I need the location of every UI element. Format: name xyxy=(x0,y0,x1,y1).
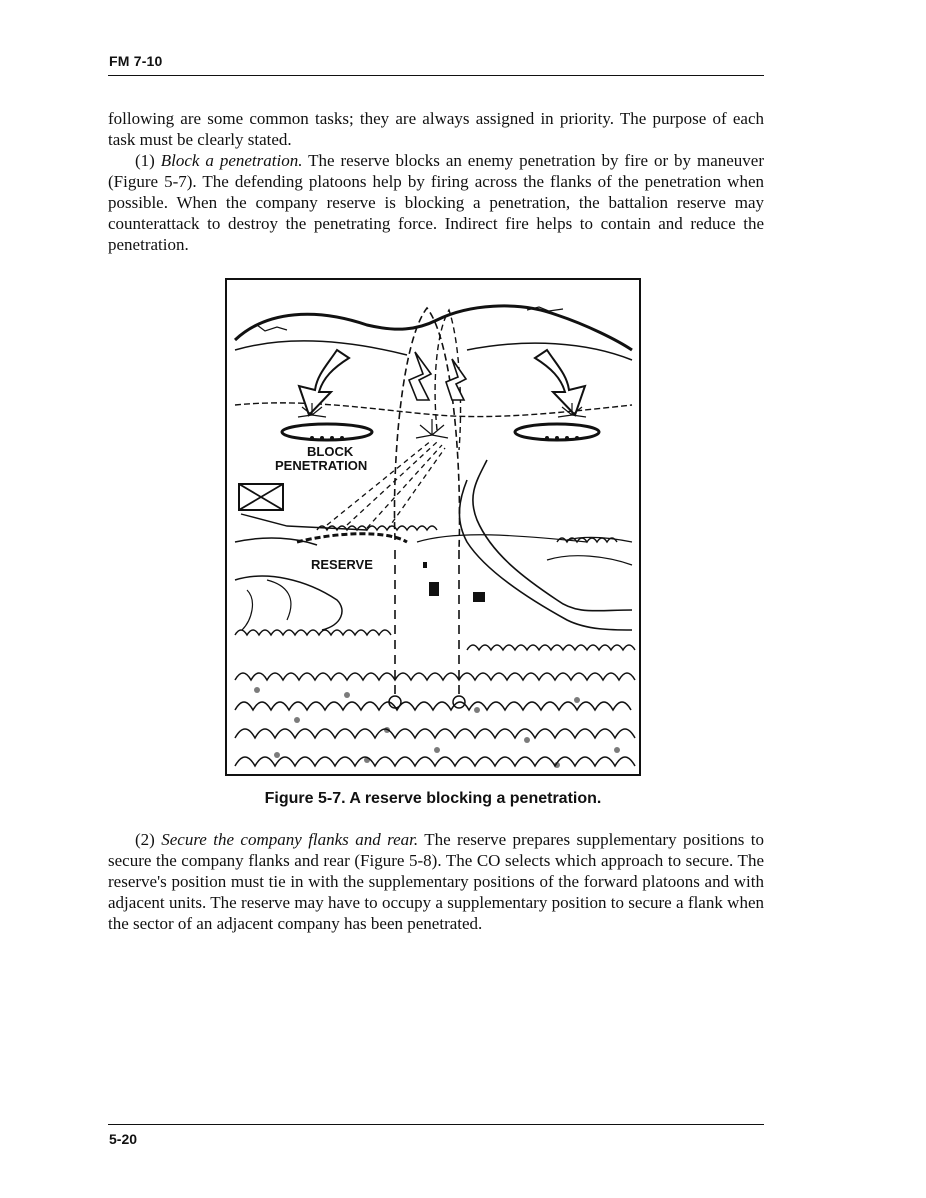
page-number: 5-20 xyxy=(109,1131,138,1147)
paragraph-text: The reserve prepares supplementary positions to secure the company flanks and rear (Figure 5-8). The CO selects which approach to secure. The reserve's position must tie in with the supplementary positions of the forward platoons and with adjacent units. The reserve may have to occupy a supplementary position to secure a flank when the sector of an adjacent company has been penetrated. xyxy=(108,830,765,933)
figure-illustration xyxy=(225,278,641,776)
paragraph-intro-text: following are some common tasks; they are always assigned in priority. The purpose of each task must be clearly stated. xyxy=(108,109,764,149)
footer-rule xyxy=(108,1124,764,1125)
paragraph-heading: Block a penetration. xyxy=(160,151,303,170)
paragraph-secure-flanks xyxy=(108,830,764,935)
paragraph-heading: Secure the company flanks and rear. xyxy=(161,830,419,849)
paragraph-block-penetration xyxy=(108,151,764,256)
label-reserve: RESERVE xyxy=(311,557,373,572)
paragraph-intro xyxy=(108,109,764,151)
header-rule xyxy=(108,75,764,76)
paragraph-number: (2) xyxy=(135,830,162,849)
label-block: BLOCK xyxy=(307,444,354,459)
paragraph-text: The reserve blocks an enemy penetration by fire or by maneuver (Figure 5-7). The defending platoons help by firing across the flanks of the penetration when possible. When the company reserve is blocking a penetration, the battalion reserve may counterattack to destroy the penetrating force. Indirect fire helps to contain and reduce the penetration. xyxy=(108,151,765,254)
label-penetration: PENETRATION xyxy=(275,458,368,473)
running-header: FM 7-10 xyxy=(109,53,163,69)
terrain-sketch xyxy=(227,280,639,774)
figure-caption: Figure 5-7. A reserve blocking a penetration. xyxy=(264,790,602,807)
paragraph-number: (1) xyxy=(135,151,161,170)
